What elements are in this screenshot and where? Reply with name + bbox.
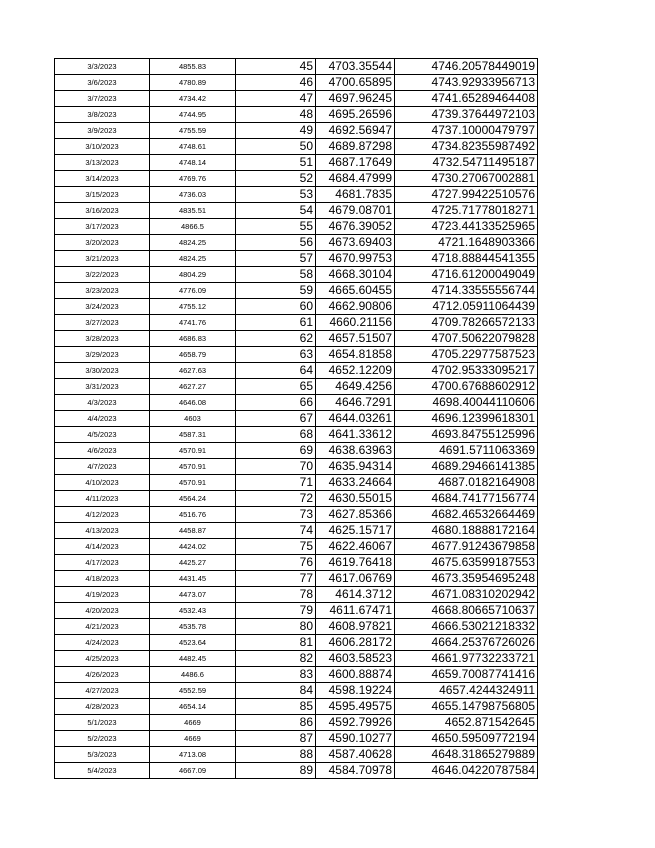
date-cell[interactable]: 5/1/2023 — [55, 715, 150, 731]
trend-value-cell[interactable]: 4668.30104 — [316, 267, 395, 283]
index-cell[interactable]: 50 — [236, 139, 316, 155]
table-row — [55, 75, 538, 91]
close-value-cell[interactable]: 4835.51 — [150, 203, 236, 219]
close-value-cell[interactable]: 4473.07 — [150, 587, 236, 603]
index-cell[interactable]: 68 — [236, 427, 316, 443]
date-cell[interactable]: 3/9/2023 — [55, 123, 150, 139]
trend-value-cell[interactable]: 4630.55015 — [316, 491, 395, 507]
index-cell[interactable]: 79 — [236, 603, 316, 619]
trend-value-cell[interactable]: 4676.39052 — [316, 219, 395, 235]
forecast-value-cell[interactable]: 4673.35954695248 — [395, 571, 538, 587]
index-cell[interactable]: 53 — [236, 187, 316, 203]
date-cell[interactable]: 4/28/2023 — [55, 699, 150, 715]
index-cell[interactable]: 78 — [236, 587, 316, 603]
forecast-value-cell[interactable]: 4687.0182164908 — [395, 475, 538, 491]
trend-value-cell[interactable]: 4635.94314 — [316, 459, 395, 475]
close-value-cell[interactable]: 4627.27 — [150, 379, 236, 395]
date-cell[interactable]: 4/7/2023 — [55, 459, 150, 475]
index-cell[interactable]: 77 — [236, 571, 316, 587]
forecast-value-cell[interactable]: 4741.65289464408 — [395, 91, 538, 107]
forecast-value-cell[interactable]: 4716.61200049049 — [395, 267, 538, 283]
spreadsheet-table — [54, 58, 538, 779]
table-row — [55, 155, 538, 171]
table-row — [55, 539, 538, 555]
index-cell[interactable]: 83 — [236, 667, 316, 683]
close-value-cell[interactable]: 4736.03 — [150, 187, 236, 203]
trend-value-cell[interactable]: 4687.17649 — [316, 155, 395, 171]
close-value-cell[interactable]: 4552.59 — [150, 683, 236, 699]
close-value-cell[interactable]: 4669 — [150, 731, 236, 747]
forecast-value-cell[interactable]: 4677.91243679858 — [395, 539, 538, 555]
trend-value-cell[interactable]: 4617.06769 — [316, 571, 395, 587]
index-cell[interactable]: 59 — [236, 283, 316, 299]
trend-value-cell[interactable]: 4703.35544 — [316, 59, 395, 75]
date-cell[interactable]: 4/17/2023 — [55, 555, 150, 571]
forecast-value-cell[interactable]: 4712.05911064439 — [395, 299, 538, 315]
date-cell[interactable]: 3/8/2023 — [55, 107, 150, 123]
index-cell[interactable]: 84 — [236, 683, 316, 699]
forecast-value-cell[interactable]: 4730.27067002881 — [395, 171, 538, 187]
trend-value-cell[interactable]: 4600.88874 — [316, 667, 395, 683]
index-cell[interactable]: 55 — [236, 219, 316, 235]
trend-value-cell[interactable]: 4681.7835 — [316, 187, 395, 203]
trend-value-cell[interactable]: 4697.96245 — [316, 91, 395, 107]
close-value-cell[interactable]: 4532.43 — [150, 603, 236, 619]
close-value-cell[interactable]: 4627.63 — [150, 363, 236, 379]
close-value-cell[interactable]: 4516.76 — [150, 507, 236, 523]
table-row — [55, 315, 538, 331]
trend-value-cell[interactable]: 4654.81858 — [316, 347, 395, 363]
trend-value-cell[interactable]: 4662.90806 — [316, 299, 395, 315]
forecast-value-cell[interactable]: 4668.80665710637 — [395, 603, 538, 619]
date-cell[interactable]: 4/12/2023 — [55, 507, 150, 523]
date-cell[interactable]: 5/4/2023 — [55, 763, 150, 779]
date-cell[interactable]: 4/24/2023 — [55, 635, 150, 651]
close-value-cell[interactable]: 4686.83 — [150, 331, 236, 347]
spreadsheet-body — [55, 59, 538, 779]
date-cell[interactable]: 4/25/2023 — [55, 651, 150, 667]
close-value-cell[interactable]: 4603 — [150, 411, 236, 427]
date-cell[interactable]: 4/3/2023 — [55, 395, 150, 411]
date-cell[interactable]: 5/3/2023 — [55, 747, 150, 763]
date-cell[interactable]: 4/26/2023 — [55, 667, 150, 683]
index-cell[interactable]: 88 — [236, 747, 316, 763]
trend-value-cell[interactable]: 4657.51507 — [316, 331, 395, 347]
date-cell[interactable]: 4/11/2023 — [55, 491, 150, 507]
table-row — [55, 699, 538, 715]
close-value-cell[interactable]: 4570.91 — [150, 475, 236, 491]
close-value-cell[interactable]: 4587.31 — [150, 427, 236, 443]
table-row — [55, 491, 538, 507]
table-row — [55, 171, 538, 187]
date-cell[interactable]: 5/2/2023 — [55, 731, 150, 747]
forecast-value-cell[interactable]: 4664.25376726026 — [395, 635, 538, 651]
close-value-cell[interactable]: 4425.27 — [150, 555, 236, 571]
close-value-cell[interactable]: 4658.79 — [150, 347, 236, 363]
forecast-value-cell[interactable]: 4652.871542645 — [395, 715, 538, 731]
table-row — [55, 619, 538, 635]
trend-value-cell[interactable]: 4627.85366 — [316, 507, 395, 523]
forecast-value-cell[interactable]: 4700.67688602912 — [395, 379, 538, 395]
forecast-value-cell[interactable]: 4702.95333095217 — [395, 363, 538, 379]
trend-value-cell[interactable]: 4603.58523 — [316, 651, 395, 667]
forecast-value-cell[interactable]: 4727.99422510576 — [395, 187, 538, 203]
close-value-cell[interactable]: 4748.61 — [150, 139, 236, 155]
forecast-value-cell[interactable]: 4650.59509772194 — [395, 731, 538, 747]
close-value-cell[interactable]: 4755.59 — [150, 123, 236, 139]
close-value-cell[interactable]: 4564.24 — [150, 491, 236, 507]
index-cell[interactable]: 63 — [236, 347, 316, 363]
table-row — [55, 219, 538, 235]
close-value-cell[interactable]: 4486.6 — [150, 667, 236, 683]
index-cell[interactable]: 85 — [236, 699, 316, 715]
table-row — [55, 347, 538, 363]
forecast-value-cell[interactable]: 4721.1648903366 — [395, 235, 538, 251]
forecast-value-cell[interactable]: 4732.54711495187 — [395, 155, 538, 171]
index-cell[interactable]: 75 — [236, 539, 316, 555]
date-cell[interactable]: 3/7/2023 — [55, 91, 150, 107]
table-row — [55, 331, 538, 347]
index-cell[interactable]: 45 — [236, 59, 316, 75]
table-row — [55, 187, 538, 203]
close-value-cell[interactable]: 4669 — [150, 715, 236, 731]
close-value-cell[interactable]: 4824.25 — [150, 235, 236, 251]
index-cell[interactable]: 67 — [236, 411, 316, 427]
forecast-value-cell[interactable]: 4684.74177156774 — [395, 491, 538, 507]
index-cell[interactable]: 52 — [236, 171, 316, 187]
trend-value-cell[interactable]: 4670.99753 — [316, 251, 395, 267]
date-cell[interactable]: 4/27/2023 — [55, 683, 150, 699]
table-row — [55, 635, 538, 651]
trend-value-cell[interactable]: 4622.46067 — [316, 539, 395, 555]
trend-value-cell[interactable]: 4606.28172 — [316, 635, 395, 651]
table-row — [55, 731, 538, 747]
close-value-cell[interactable]: 4424.02 — [150, 539, 236, 555]
trend-value-cell[interactable]: 4587.40628 — [316, 747, 395, 763]
forecast-value-cell[interactable]: 4661.97732233721 — [395, 651, 538, 667]
table-row — [55, 683, 538, 699]
table-row — [55, 651, 538, 667]
forecast-value-cell[interactable]: 4743.92933956713 — [395, 75, 538, 91]
close-value-cell[interactable]: 4535.78 — [150, 619, 236, 635]
trend-value-cell[interactable]: 4665.60455 — [316, 283, 395, 299]
trend-value-cell[interactable]: 4673.69403 — [316, 235, 395, 251]
index-cell[interactable]: 86 — [236, 715, 316, 731]
close-value-cell[interactable]: 4713.08 — [150, 747, 236, 763]
table-row — [55, 555, 538, 571]
date-cell[interactable]: 3/6/2023 — [55, 75, 150, 91]
forecast-value-cell[interactable]: 4691.5711063369 — [395, 443, 538, 459]
table-row — [55, 123, 538, 139]
trend-value-cell[interactable]: 4614.3712 — [316, 587, 395, 603]
forecast-value-cell[interactable]: 4737.10000479797 — [395, 123, 538, 139]
close-value-cell[interactable]: 4431.45 — [150, 571, 236, 587]
forecast-value-cell[interactable]: 4707.50622079828 — [395, 331, 538, 347]
close-value-cell[interactable]: 4458.87 — [150, 523, 236, 539]
date-cell[interactable]: 4/13/2023 — [55, 523, 150, 539]
table-row — [55, 443, 538, 459]
table-row — [55, 235, 538, 251]
trend-value-cell[interactable]: 4619.76418 — [316, 555, 395, 571]
trend-value-cell[interactable]: 4590.10277 — [316, 731, 395, 747]
trend-value-cell[interactable]: 4692.56947 — [316, 123, 395, 139]
close-value-cell[interactable]: 4646.08 — [150, 395, 236, 411]
table-row — [55, 59, 538, 75]
table-row — [55, 203, 538, 219]
forecast-value-cell[interactable]: 4718.88844541355 — [395, 251, 538, 267]
close-value-cell[interactable]: 4523.64 — [150, 635, 236, 651]
forecast-value-cell[interactable]: 4671.08310202942 — [395, 587, 538, 603]
table-row — [55, 571, 538, 587]
trend-value-cell[interactable]: 4660.21156 — [316, 315, 395, 331]
trend-value-cell[interactable]: 4679.08701 — [316, 203, 395, 219]
date-cell[interactable]: 3/15/2023 — [55, 187, 150, 203]
table-row — [55, 395, 538, 411]
date-cell[interactable]: 4/19/2023 — [55, 587, 150, 603]
trend-value-cell[interactable]: 4595.49575 — [316, 699, 395, 715]
close-value-cell[interactable]: 4734.42 — [150, 91, 236, 107]
forecast-value-cell[interactable]: 4714.33555556744 — [395, 283, 538, 299]
trend-value-cell[interactable]: 4644.03261 — [316, 411, 395, 427]
date-cell[interactable]: 3/29/2023 — [55, 347, 150, 363]
close-value-cell[interactable]: 4667.09 — [150, 763, 236, 779]
trend-value-cell[interactable]: 4695.26596 — [316, 107, 395, 123]
close-value-cell[interactable]: 4482.45 — [150, 651, 236, 667]
index-cell[interactable]: 66 — [236, 395, 316, 411]
index-cell[interactable]: 57 — [236, 251, 316, 267]
index-cell[interactable]: 49 — [236, 123, 316, 139]
forecast-value-cell[interactable]: 4682.46532664469 — [395, 507, 538, 523]
date-cell[interactable]: 4/20/2023 — [55, 603, 150, 619]
date-cell[interactable]: 3/10/2023 — [55, 139, 150, 155]
index-cell[interactable]: 56 — [236, 235, 316, 251]
date-cell[interactable]: 3/16/2023 — [55, 203, 150, 219]
trend-value-cell[interactable]: 4584.70978 — [316, 763, 395, 779]
close-value-cell[interactable]: 4780.89 — [150, 75, 236, 91]
table-row — [55, 667, 538, 683]
forecast-value-cell[interactable]: 4705.22977587523 — [395, 347, 538, 363]
date-cell[interactable]: 3/21/2023 — [55, 251, 150, 267]
index-cell[interactable]: 80 — [236, 619, 316, 635]
table-row — [55, 475, 538, 491]
forecast-value-cell[interactable]: 4666.53021218332 — [395, 619, 538, 635]
forecast-value-cell[interactable]: 4655.14798756805 — [395, 699, 538, 715]
forecast-value-cell[interactable]: 4746.20578449019 — [395, 59, 538, 75]
date-cell[interactable]: 3/27/2023 — [55, 315, 150, 331]
index-cell[interactable]: 71 — [236, 475, 316, 491]
close-value-cell[interactable]: 4776.09 — [150, 283, 236, 299]
date-cell[interactable]: 3/24/2023 — [55, 299, 150, 315]
trend-value-cell[interactable]: 4611.67471 — [316, 603, 395, 619]
index-cell[interactable]: 60 — [236, 299, 316, 315]
forecast-value-cell[interactable]: 4709.78266572133 — [395, 315, 538, 331]
forecast-value-cell[interactable]: 4739.37644972103 — [395, 107, 538, 123]
forecast-value-cell[interactable]: 4680.18888172164 — [395, 523, 538, 539]
date-cell[interactable]: 4/21/2023 — [55, 619, 150, 635]
table-row — [55, 107, 538, 123]
index-cell[interactable]: 58 — [236, 267, 316, 283]
forecast-value-cell[interactable]: 4689.29466141385 — [395, 459, 538, 475]
forecast-value-cell[interactable]: 4698.40044110606 — [395, 395, 538, 411]
index-cell[interactable]: 73 — [236, 507, 316, 523]
table-row — [55, 523, 538, 539]
date-cell[interactable]: 3/13/2023 — [55, 155, 150, 171]
trend-value-cell[interactable]: 4608.97821 — [316, 619, 395, 635]
close-value-cell[interactable]: 4748.14 — [150, 155, 236, 171]
table-row — [55, 283, 538, 299]
close-value-cell[interactable]: 4769.76 — [150, 171, 236, 187]
table-row — [55, 507, 538, 523]
index-cell[interactable]: 64 — [236, 363, 316, 379]
forecast-value-cell[interactable]: 4723.44133525965 — [395, 219, 538, 235]
date-cell[interactable]: 4/10/2023 — [55, 475, 150, 491]
trend-value-cell[interactable]: 4652.12209 — [316, 363, 395, 379]
index-cell[interactable]: 65 — [236, 379, 316, 395]
date-cell[interactable]: 4/18/2023 — [55, 571, 150, 587]
forecast-value-cell[interactable]: 4659.70087741416 — [395, 667, 538, 683]
close-value-cell[interactable]: 4866.5 — [150, 219, 236, 235]
index-cell[interactable]: 54 — [236, 203, 316, 219]
index-cell[interactable]: 51 — [236, 155, 316, 171]
trend-value-cell[interactable]: 4646.7291 — [316, 395, 395, 411]
close-value-cell[interactable]: 4654.14 — [150, 699, 236, 715]
index-cell[interactable]: 72 — [236, 491, 316, 507]
close-value-cell[interactable]: 4755.12 — [150, 299, 236, 315]
forecast-value-cell[interactable]: 4657.4244324911 — [395, 683, 538, 699]
trend-value-cell[interactable]: 4598.19224 — [316, 683, 395, 699]
date-cell[interactable]: 3/20/2023 — [55, 235, 150, 251]
forecast-value-cell[interactable]: 4646.04220787584 — [395, 763, 538, 779]
table-row — [55, 267, 538, 283]
index-cell[interactable]: 89 — [236, 763, 316, 779]
trend-value-cell[interactable]: 4592.79926 — [316, 715, 395, 731]
table-row — [55, 411, 538, 427]
index-cell[interactable]: 82 — [236, 651, 316, 667]
date-cell[interactable]: 4/4/2023 — [55, 411, 150, 427]
index-cell[interactable]: 69 — [236, 443, 316, 459]
forecast-value-cell[interactable]: 4725.71778018271 — [395, 203, 538, 219]
date-cell[interactable]: 3/28/2023 — [55, 331, 150, 347]
trend-value-cell[interactable]: 4625.15717 — [316, 523, 395, 539]
table-row — [55, 603, 538, 619]
date-cell[interactable]: 4/14/2023 — [55, 539, 150, 555]
table-row — [55, 139, 538, 155]
forecast-value-cell[interactable]: 4696.12399618301 — [395, 411, 538, 427]
trend-value-cell[interactable]: 4638.63963 — [316, 443, 395, 459]
table-row — [55, 587, 538, 603]
trend-value-cell[interactable]: 4700.65895 — [316, 75, 395, 91]
forecast-value-cell[interactable]: 4693.84755125996 — [395, 427, 538, 443]
date-cell[interactable]: 4/5/2023 — [55, 427, 150, 443]
index-cell[interactable]: 46 — [236, 75, 316, 91]
table-row — [55, 747, 538, 763]
index-cell[interactable]: 74 — [236, 523, 316, 539]
date-cell[interactable]: 3/22/2023 — [55, 267, 150, 283]
index-cell[interactable]: 61 — [236, 315, 316, 331]
table-row — [55, 427, 538, 443]
trend-value-cell[interactable]: 4641.33612 — [316, 427, 395, 443]
date-cell[interactable]: 3/17/2023 — [55, 219, 150, 235]
close-value-cell[interactable]: 4804.29 — [150, 267, 236, 283]
index-cell[interactable]: 87 — [236, 731, 316, 747]
table-row — [55, 251, 538, 267]
close-value-cell[interactable]: 4824.25 — [150, 251, 236, 267]
date-cell[interactable]: 3/31/2023 — [55, 379, 150, 395]
close-value-cell[interactable]: 4570.91 — [150, 459, 236, 475]
index-cell[interactable]: 81 — [236, 635, 316, 651]
close-value-cell[interactable]: 4570.91 — [150, 443, 236, 459]
date-cell[interactable]: 3/23/2023 — [55, 283, 150, 299]
forecast-value-cell[interactable]: 4648.31865279889 — [395, 747, 538, 763]
index-cell[interactable]: 47 — [236, 91, 316, 107]
index-cell[interactable]: 70 — [236, 459, 316, 475]
table-row — [55, 363, 538, 379]
date-cell[interactable]: 4/6/2023 — [55, 443, 150, 459]
trend-value-cell[interactable]: 4689.87298 — [316, 139, 395, 155]
trend-value-cell[interactable]: 4633.24664 — [316, 475, 395, 491]
date-cell[interactable]: 3/30/2023 — [55, 363, 150, 379]
table-row — [55, 715, 538, 731]
index-cell[interactable]: 48 — [236, 107, 316, 123]
close-value-cell[interactable]: 4744.95 — [150, 107, 236, 123]
index-cell[interactable]: 76 — [236, 555, 316, 571]
close-value-cell[interactable]: 4855.83 — [150, 59, 236, 75]
trend-value-cell[interactable]: 4649.4256 — [316, 379, 395, 395]
date-cell[interactable]: 3/14/2023 — [55, 171, 150, 187]
forecast-value-cell[interactable]: 4675.63599187553 — [395, 555, 538, 571]
table-row — [55, 379, 538, 395]
table-row — [55, 299, 538, 315]
close-value-cell[interactable]: 4741.76 — [150, 315, 236, 331]
table-row — [55, 763, 538, 779]
trend-value-cell[interactable]: 4684.47999 — [316, 171, 395, 187]
forecast-value-cell[interactable]: 4734.82355987492 — [395, 139, 538, 155]
table-row — [55, 459, 538, 475]
table-row — [55, 91, 538, 107]
date-cell[interactable]: 3/3/2023 — [55, 59, 150, 75]
index-cell[interactable]: 62 — [236, 331, 316, 347]
